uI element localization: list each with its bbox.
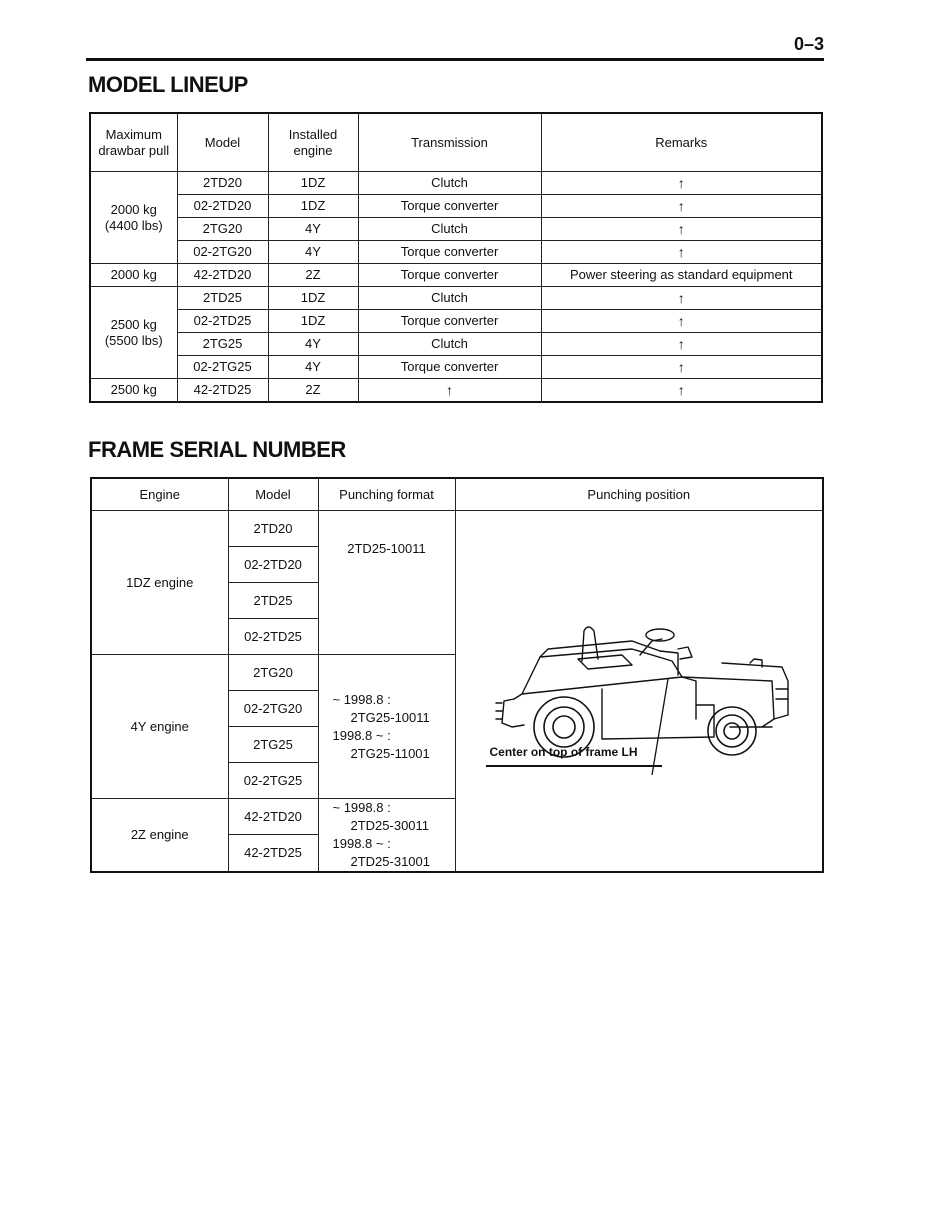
engine-cell: 2Z [268,379,358,403]
model-cell: 2TG20 [177,218,268,241]
drawbar-pull-cell: 2000 kg (4400 lbs) [90,172,177,264]
format-line: 2TG25-11001 [350,745,430,761]
table-row [90,195,822,218]
remarks-cell: ↑ [541,241,822,264]
remarks-cell: ↑ [541,172,822,195]
remarks-cell: ↑ [541,195,822,218]
seat [578,655,632,669]
transmission-cell: Clutch [358,218,541,241]
seat-back [582,627,598,661]
header-transmission: Transmission [358,113,541,172]
header-punching-position: Punching position [455,478,823,511]
table-header-row [91,478,823,511]
engine-cell: 1DZ [268,172,358,195]
table-row [90,172,822,195]
table-row [91,511,823,547]
remarks-cell: ↑ [541,356,822,379]
model-cell: 2TD25 [177,287,268,310]
format-line: 2TD25-10011 [347,541,426,556]
rear-wheel-rim [716,715,748,747]
transmission-cell: ↑ [358,379,541,403]
model-cell: 2TG25 [228,727,318,763]
table-header-row [90,113,822,172]
position-callout-label: Center on top of frame LH [489,745,638,759]
table-row [90,356,822,379]
model-cell: 02-2TD25 [228,619,318,655]
remarks-cell: ↑ [541,379,822,403]
engine-cell: 1DZ engine [91,511,228,655]
table-row [90,218,822,241]
model-lineup-title: MODEL LINEUP [88,72,248,97]
header-punching-format: Punching format [318,478,455,511]
model-cell: 02-2TD20 [177,195,268,218]
transmission-cell: Torque converter [358,195,541,218]
model-cell: 02-2TD20 [228,547,318,583]
transmission-cell: Clutch [358,333,541,356]
header-model: Model [177,113,268,172]
drawbar-pull-cell: 2500 kg [90,379,177,403]
header-installed-engine: Installed engine [268,113,358,172]
table-row [90,310,822,333]
model-cell: 2TG20 [228,655,318,691]
transmission-cell: Torque converter [358,241,541,264]
header-model: Model [228,478,318,511]
header-rule [86,58,824,61]
model-cell: 2TG25 [177,333,268,356]
model-cell: 02-2TG25 [228,763,318,799]
header-remarks: Remarks [541,113,822,172]
header-drawbar-pull: Maximum drawbar pull [90,113,177,172]
table-row [90,264,822,287]
drawbar-pull-cell: 2000 kg [90,264,177,287]
engine-cell: 4Y [268,356,358,379]
frame-serial-title: FRAME SERIAL NUMBER [88,437,346,462]
table-row [90,241,822,264]
engine-cell: 2Z [268,264,358,287]
format-line: ~ 1998.8 : [332,691,391,707]
engine-cell: 1DZ [268,310,358,333]
model-cell: 42-2TD25 [228,835,318,872]
model-cell: 2TD25 [228,583,318,619]
hood-outline [522,649,682,694]
model-cell: 2TD20 [228,511,318,547]
header-engine: Engine [91,478,228,511]
remarks-cell: ↑ [541,310,822,333]
punching-format-cell [318,799,455,873]
model-cell: 2TD20 [177,172,268,195]
format-line: 2TD25-31001 [350,854,430,869]
remarks-cell: Power steering as standard equipment [541,264,822,287]
transmission-cell: Clutch [358,287,541,310]
format-line: 1998.8 ~ : [332,836,391,851]
punching-format-cell [318,655,455,799]
page-number: 0–3 [793,34,824,54]
punching-format-cell [318,511,455,655]
engine-cell: 2Z engine [91,799,228,873]
callout-leader-line [652,679,668,775]
rear-wheel-hub [724,723,740,739]
transmission-cell: Torque converter [358,356,541,379]
format-line: 2TG25-10011 [350,709,430,725]
front-wheel-hub [553,716,575,738]
format-line: 1998.8 ~ : [332,727,391,743]
engine-cell: 1DZ [268,287,358,310]
frame-serial-table [90,477,824,873]
callout-underline [486,765,662,767]
model-cell: 42-2TD25 [177,379,268,403]
engine-cell: 4Y engine [91,655,228,799]
remarks-cell: ↑ [541,287,822,310]
remarks-cell: ↑ [541,333,822,356]
table-row [90,379,822,403]
front-wheel-rim [544,707,584,747]
format-line: 2TD25-30011 [350,818,430,833]
model-cell: 02-2TG25 [177,356,268,379]
engine-cell: 4Y [268,241,358,264]
table-row [90,333,822,356]
engine-cell: 4Y [268,333,358,356]
format-line: ~ 1998.8 : [332,800,391,815]
model-cell: 42-2TD20 [228,799,318,835]
transmission-cell: Clutch [358,172,541,195]
model-cell: 02-2TD25 [177,310,268,333]
remarks-cell: ↑ [541,218,822,241]
transmission-cell: Torque converter [358,310,541,333]
table-row [90,287,822,310]
engine-cell: 1DZ [268,195,358,218]
drawbar-pull-cell: 2500 kg (5500 lbs) [90,287,177,379]
transmission-cell: Torque converter [358,264,541,287]
punching-position-cell [455,511,823,873]
model-cell: 02-2TG20 [228,691,318,727]
model-cell: 02-2TG20 [177,241,268,264]
engine-cell: 4Y [268,218,358,241]
model-cell: 42-2TD20 [177,264,268,287]
model-lineup-table [89,112,823,403]
